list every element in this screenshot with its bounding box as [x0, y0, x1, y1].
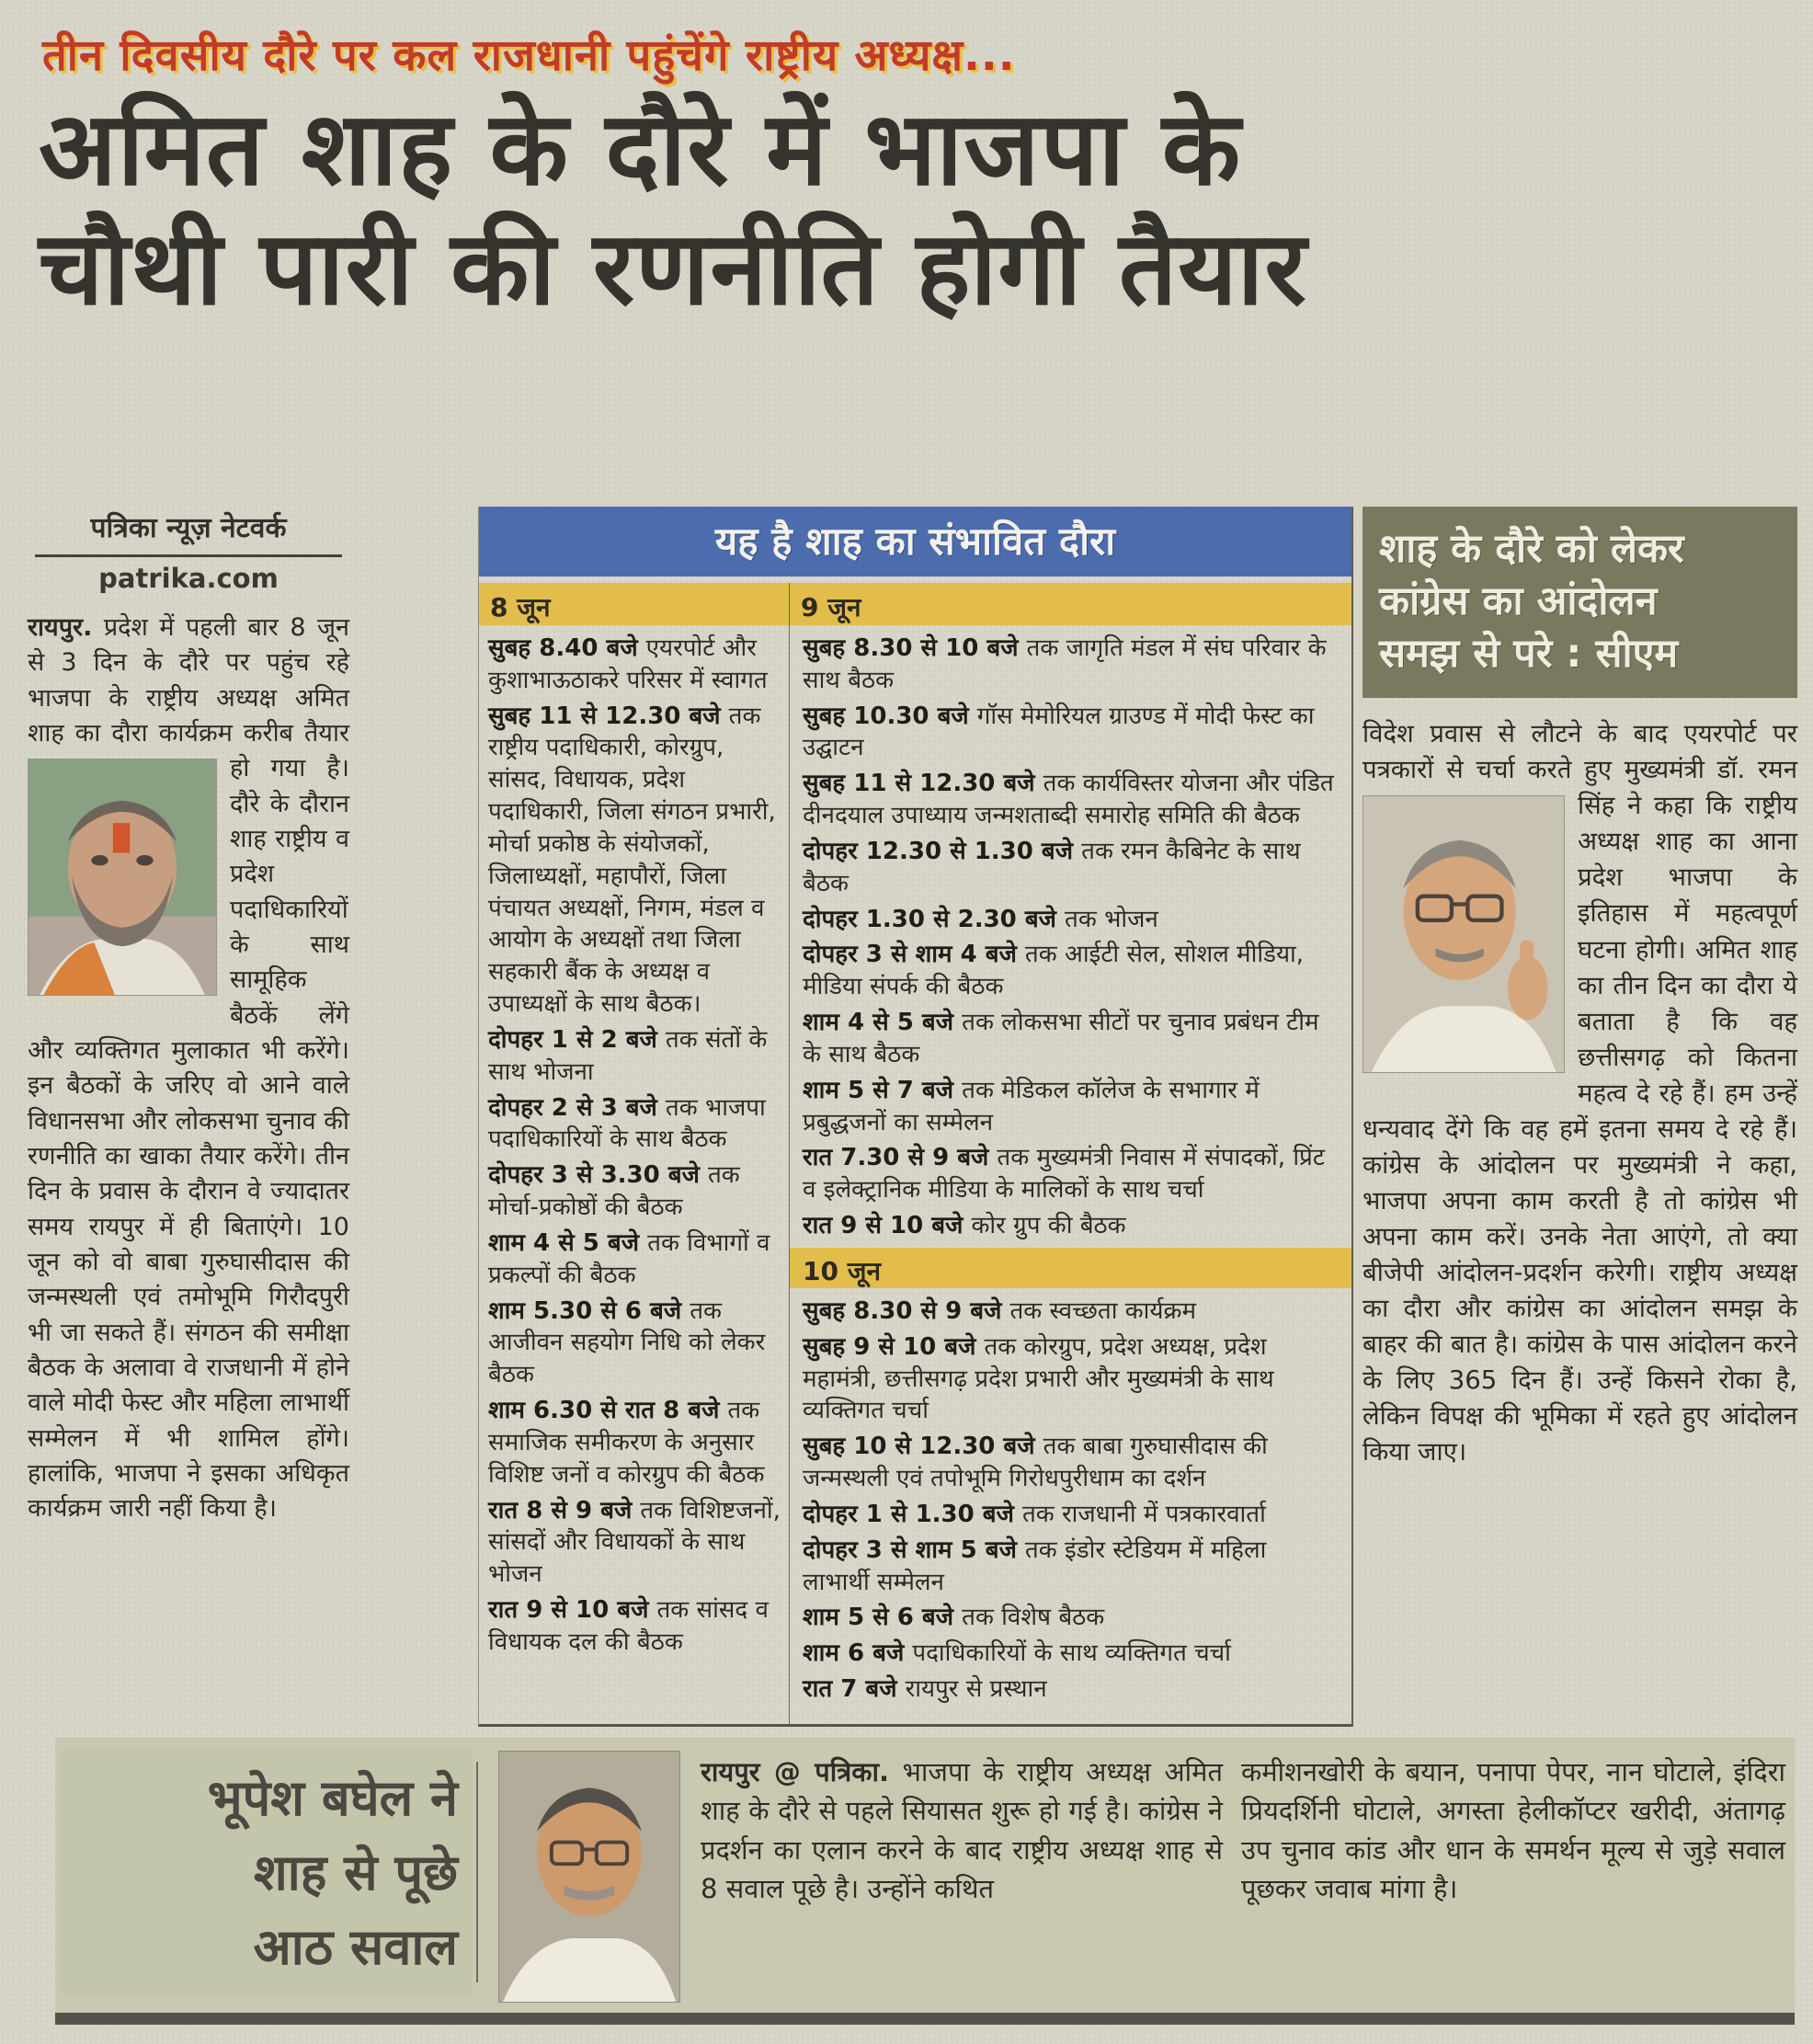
schedule-item: शाम 5 से 6 बजे तक विशेष बैठक — [803, 1604, 1105, 1632]
schedule-item: दोपहर 1 से 1.30 बजे तक राजधानी में पत्रकारवार्ता — [803, 1500, 1266, 1528]
baghel-headline-line3: आठ सवाल — [253, 1917, 458, 1976]
cm-headline-line3: समझ से परे : सीएम — [1379, 630, 1679, 677]
day3-band — [790, 1248, 1351, 1288]
schedule-item: सुबह 11 से 12.30 बजे तक राष्ट्रीय पदाधिकारी, कोरग्रुप, सांसद, विधायक, प्रदेश पदाधिकारी, जिला संगठन प्रभारी, मोर्चा प्रकोष्ठ के संयोजकों, जिलाध्यक्षों, महापौरों, जिला पंचायत अध्यक्षों, निगम, मंडल व आयोग के अध्यक्षों तथा जिला सहकारी बैंक के अध्यक्ष व उपाध्यक्षों के साथ बैठक। — [488, 702, 776, 1019]
bhupesh-baghel-photo — [498, 1751, 680, 2003]
schedule-item: सुबह 8.30 से 9 बजे तक स्वच्छता कार्यक्रम — [803, 1296, 1196, 1325]
schedule-item: रात 9 से 10 बजे तक सांसद व विधायक दल की बैठक — [488, 1596, 769, 1656]
schedule-item: शाम 4 से 5 बजे तक लोकसभा सीटों पर चुनाव प्रबंधन टीम के साथ बैठक — [803, 1009, 1319, 1068]
schedule-item: रात 7 बजे रायपुर से प्रस्थान — [803, 1675, 1047, 1704]
day1-item-list — [488, 633, 781, 1659]
schedule-item: शाम 4 से 5 बजे तक विभागों व प्रकल्पों की बैठक — [488, 1228, 770, 1289]
left-article-para1: प्रदेश में पहली बार 8 जून से 3 दिन के दौरे पर पहुंच रहे भाजपा के राष्ट्रीय अध्यक्ष अमित शाह का दौरा कार्यक्रम करीब तैयार — [28, 613, 349, 748]
cm-article-headline-box — [1363, 507, 1797, 698]
raman-singh-photo — [1363, 795, 1565, 1073]
cm-article-column — [1363, 507, 1797, 1727]
amit-shah-photo — [28, 759, 217, 996]
cm-article-body — [1363, 716, 1797, 1470]
cm-article-para1: विदेश प्रवास से लौटने के बाद एयरपोर्ट पर पत्रकारों से चर्चा करते हुए मुख्यमंत्री — [1363, 719, 1797, 785]
schedule-item: सुबह 10 से 12.30 बजे तक बाबा गुरुघासीदास की जन्मस्थली एवं तपोभूमि गिरोधपुरीधाम का दर्शन — [803, 1433, 1268, 1493]
baghel-article-body — [701, 1753, 1223, 1908]
cm-headline-line1: शाह के दौरे को लेकर — [1379, 526, 1684, 572]
dateline: रायपुर. — [28, 613, 93, 642]
schedule-day-band — [479, 583, 1351, 625]
byline-rule — [35, 554, 342, 557]
baghel-dateline: रायपुर @ पत्रिका. — [701, 1756, 890, 1787]
schedule-item: सुबह 11 से 12.30 बजे तक कार्यविस्तर योजना और पंडित दीनदयाल उपाध्याय जन्मशताब्दी समारोह समिति की बैठक — [803, 770, 1334, 830]
schedule-item: रात 8 से 9 बजे तक विशिष्टजनों, सांसदों और विधायकों के साथ भोजन — [488, 1496, 781, 1589]
day3-item-list — [803, 1296, 1340, 1706]
schedule-item: दोपहर 12.30 से 1.30 बजे तक रमन कैबिनेट के साथ बैठक — [803, 837, 1301, 897]
left-article-para2: हो गया है। दौरे के दौरान शाह राष्ट्रीय व प्रदेश पदाधिकारियों के साथ सामूहिक बैठकें लेंगे और व्यक्तिगत मुलाकात भी करेंगे। इन बैठकों के जरिए वो आने वाले विधानसभा और लोकसभा चुनाव की रणनीति का खाका तैयार करेंगे। तीन दिन के प्रवास के दौरान वे ज्यादातर समय रायपुर में ही बिताएंगे। 10 जून को वो बाबा गुरुघासीदास की जन्मस्थली एवं तमोभूमि गिरौदपुरी भी जा सकते हैं। संगठन की समीक्षा बैठक के अलावा वे राजधानी में होने वाले मोदी फेस्ट और महिला लाभार्थी सम्मेलन में भी शामिल होंगे। हालांकि, भाजपा ने इसका अधिकृत कार्यक्रम जारी नहीं किया है। — [28, 754, 349, 1524]
schedule-item: दोपहर 3 से 3.30 बजे तक मोर्चा-प्रकोष्ठों की बैठक — [488, 1161, 740, 1222]
day3-label: 10 जून — [803, 1255, 882, 1286]
schedule-box — [478, 507, 1353, 1727]
schedule-item: रात 9 से 10 बजे कोर ग्रुप की बैठक — [803, 1212, 1126, 1240]
baghel-article-para: भाजपा के राष्ट्रीय अध्यक्ष अमित शाह के दौरे से पहले सियासत शुरू हो गई है। कांग्रेस ने प्रदर्शन का एलान करने के बाद राष्ट्रीय अध्यक्ष शाह से 8 सवाल पूछे है। उन्होंने कथित — [701, 1756, 1223, 1904]
baghel-headline-line1: भूपेश बघेल ने — [207, 1768, 458, 1827]
schedule-item: शाम 6 बजे पदाधिकारियों के साथ व्यक्तिगत चर्चा — [803, 1639, 1231, 1668]
baghel-headline-line2: शाह से पूछे — [253, 1843, 458, 1901]
main-headline-line1: अमित शाह के दौरे में भाजपा के — [39, 90, 1242, 209]
byline: पत्रिका न्यूज़ नेटवर्क — [90, 512, 287, 544]
schedule-item: सुबह 10.30 बजे गॉस मेमोरियल ग्राउण्ड में मोदी फेस्ट का उद्घाटन — [803, 702, 1315, 762]
day2-band — [790, 583, 1351, 625]
day2-label: 9 जून — [801, 592, 861, 622]
schedule-columns — [479, 625, 1351, 1724]
schedule-item: शाम 5.30 से 6 बजे तक आजीवन सहयोग निधि को लेकर बैठक — [488, 1296, 766, 1389]
schedule-item: सुबह 8.30 से 10 बजे तक जागृति मंडल में संघ परिवार के साथ बैठक — [803, 634, 1327, 694]
bottom-rule-bar — [55, 2013, 1795, 2025]
schedule-item: दोपहर 2 से 3 बजे तक भाजपा पदाधिकारियों के साथ बैठक — [488, 1093, 766, 1154]
day1-band — [479, 583, 790, 625]
main-headline-line2: चौथी पारी की रणनीति होगी तैयार — [39, 209, 1307, 328]
schedule-item: दोपहर 1.30 से 2.30 बजे तक भोजन — [803, 905, 1158, 933]
schedule-day1-column — [479, 625, 790, 1724]
day1-label: 8 जून — [490, 592, 551, 622]
cm-headline-line2: कांग्रेस का आंदोलन — [1379, 577, 1658, 624]
schedule-item: दोपहर 3 से शाम 4 बजे तक आईटी सेल, सोशल मीडिया, मीडिया संपर्क की बैठक — [803, 941, 1305, 1001]
schedule-item: दोपहर 3 से शाम 5 बजे तक इंडोर स्टेडियम में महिला लाभार्थी सम्मेलन — [803, 1536, 1267, 1596]
schedule-title: यह है शाह का संभावित दौरा — [479, 507, 1351, 577]
schedule-item: दोपहर 1 से 2 बजे तक संतों के साथ भोजना — [488, 1025, 768, 1086]
website-credit: patrika.com — [98, 563, 279, 594]
schedule-item: सुबह 8.40 बजे एयरपोर्ट और कुशाभाऊठाकरे परिसर में स्वागत — [488, 634, 768, 694]
baghel-article-continued: कमीशनखोरी के बयान, पनापा पेपर, नान घोटाले, इंदिरा प्रियदर्शिनी घोटाले, अगस्ता हेलीकॉप्टर खरीदी, अंतागढ़ उप चुनाव कांड और धान के समर्थन मूल्य से जुड़े सवाल पूछकर जवाब मांगा है। — [1241, 1756, 1785, 1904]
baghel-headline-box — [61, 1749, 473, 1995]
schedule-item: रात 7.30 से 9 बजे तक मुख्यमंत्री निवास में संपादकों, प्रिंट व इलेक्ट्रानिक मीडिया के मालिकों के साथ चर्चा — [803, 1144, 1325, 1205]
bottom-strip — [55, 1738, 1795, 2025]
left-article-body — [28, 611, 349, 1527]
main-headline — [39, 90, 1790, 329]
schedule-day2-day3-column — [790, 625, 1351, 1724]
schedule-item: सुबह 9 से 10 बजे तक कोरग्रुप, प्रदेश अध्यक्ष, प्रदेश महामंत्री, छत्तीसगढ़ प्रदेश प्रभारी और मुख्यमंत्री के साथ व्यक्तिगत चर्चा — [803, 1332, 1274, 1425]
kicker-headline: तीन दिवसीय दौरे पर कल राजधानी पहुंचेंगे राष्ट्रीय अध्यक्ष... — [42, 30, 1016, 81]
schedule-gap — [479, 577, 1351, 583]
day2-item-list — [803, 633, 1340, 1242]
schedule-item: शाम 5 से 7 बजे तक मेडिकल कॉलेज के सभागार में प्रबुद्धजनों का सम्मेलन — [803, 1076, 1260, 1136]
cm-article-para2: डॉ. रमन सिंह ने कहा कि राष्ट्रीय अध्यक्ष शाह का आना प्रदेश भाजपा के इतिहास में महत्वपूर्ण घटना होगी। अमित शाह का तीन दिन का दौरा ये बताता है कि वह छत्तीसगढ़ को कितना महत्व दे रहे हैं। हम उन्हें धन्यवाद देंगे कि वह हमें इतना समय दे रहे हैं। कांग्रेस के आंदोलन पर मुख्यमंत्री ने कहा, भाजपा अपना काम करती है तो कांग्रेस भी अपना काम करें। उनके नेता आएंगे, तो क्या बीजेपी आंदोलन-प्रदर्शन करेगी। राष्ट्रीय अध्यक्ष का दौरा और कांग्रेस का आंदोलन समझ के बाहर की बात है। कांग्रेस के पास आंदोलन करने के लिए 365 दिन हैं। उन्हें किसने रोका है, लेकिन विपक्ष की भूमिका में रहते हुए आंदोलन किया जाए। — [1363, 755, 1797, 1467]
schedule-item: शाम 6.30 से रात 8 बजे तक समाजिक समीकरण के अनुसार विशिष्ट जनों व कोरग्रुप की बैठक — [488, 1397, 765, 1489]
left-article-column — [28, 508, 349, 1726]
bottom-vertical-divider — [476, 1762, 478, 1982]
